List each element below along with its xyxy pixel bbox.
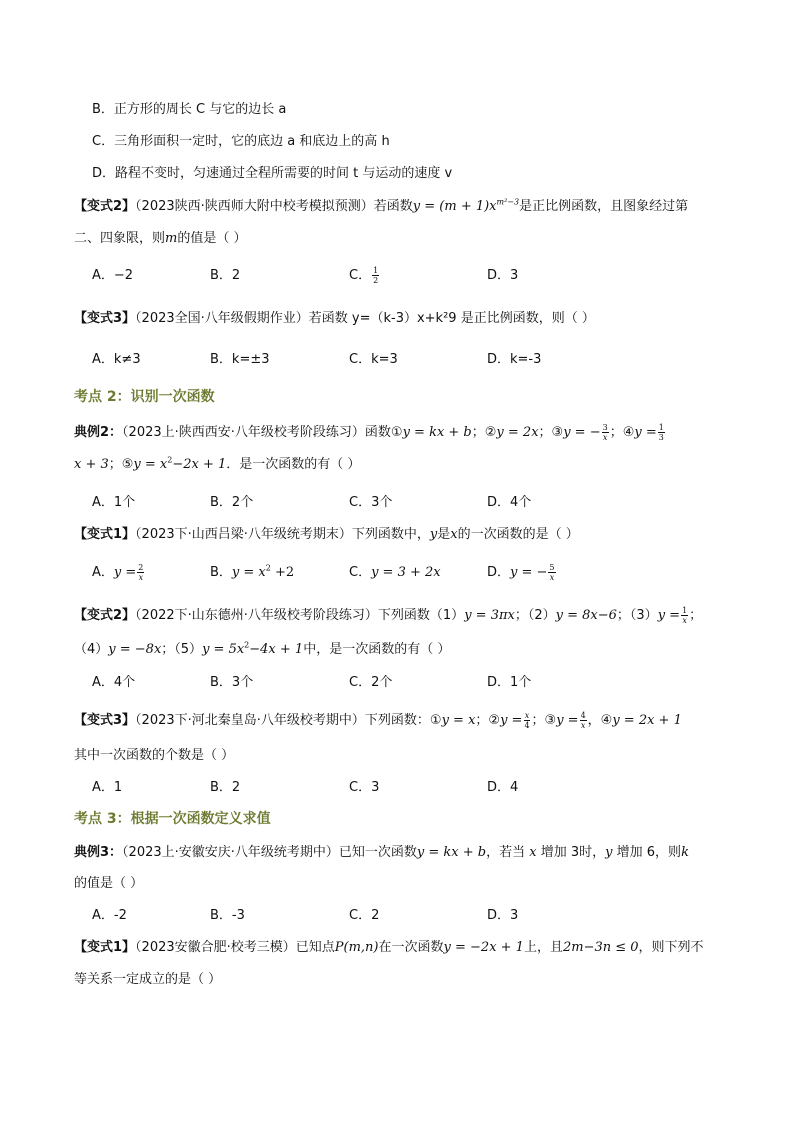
variant-2-question-line2: （4）y = −8x；$(5)y = 5x^2-4x + 1$中，是一次函数的有（ ） [74, 640, 451, 657]
answer-option-a: A．1 [92, 780, 123, 795]
variant-tag: 【变式2】 [74, 608, 136, 623]
variant-2-question: 【变式2】（2023陕西·陕西师大附中校考模拟预测）若函数$y = (m + 1)x^{m^2-3}$是正比例函数，且图象经过第 [74, 197, 689, 214]
question-source: （2023全国·八年级假期作业） [135, 311, 309, 326]
answer-option-b: B．k=±3 [210, 352, 270, 367]
variant-2-question-line2: 二、四象限，则m的值是（ ） [74, 231, 247, 246]
answer-option-c: C．3 [349, 780, 380, 795]
fraction: $\frac{5}{x}$ [549, 563, 555, 582]
option-c: C．三角形面积一定时，它的底边 a 和底边上的高 h [92, 134, 390, 149]
variant-tag: 【变式2】 [74, 199, 136, 214]
formula-exponent: m²−3 [496, 197, 520, 207]
answer-option-b: B．2个 [210, 495, 254, 510]
answer-option-c: C．3个 [349, 495, 393, 510]
answer-option-b: B．2 [210, 780, 241, 795]
section-heading: 考点 2：识别一次函数 [74, 389, 215, 405]
formula: y = (m + 1)x [412, 199, 497, 214]
answer-option-d: D．1个 [487, 675, 532, 690]
answer-option-c: C．2 [349, 908, 380, 923]
variant-1-question-line2: 等关系一定成立的是（ ） [74, 972, 222, 987]
answer-option-a: A．1个 [92, 495, 136, 510]
fraction: $\frac{1}{2}$ [373, 266, 379, 285]
answer-option-b: B．-3 [210, 908, 245, 923]
answer-option-d: D．k=-3 [487, 352, 542, 367]
answer-option-c: C．2个 [349, 675, 393, 690]
variant-tag: 【变式3】 [74, 713, 136, 728]
fraction: $\frac{3}{x}$ [602, 423, 608, 442]
answer-option-b: B．3个 [210, 675, 254, 690]
answer-option-c: C．k=3 [349, 352, 398, 367]
variant-tag: 【变式1】 [74, 527, 136, 542]
answer-option-c: C． $\frac{1}{2}$ [349, 266, 379, 285]
answer-option-d: D．y = − $\frac{5}{x}$ [487, 563, 555, 582]
fraction: $\frac{1}{x}$ [682, 606, 688, 625]
question-source: （2023陕西·陕西师大附中校考模拟预测） [135, 199, 374, 214]
example-3-question: 典例3：（2023上·安徽安庆·八年级统考期中）已知一次函数y = kx + b，若当 x 增加 3时，y 增加 6，则k [74, 845, 689, 860]
example-tag: 典例2： [74, 425, 123, 440]
option-d: D．路程不变时，匀速通过全程所需要的时间 t 与运动的速度 v [92, 166, 453, 181]
example-3-question-line2: 的值是（ ） [74, 876, 144, 891]
variant-3-question-line2: 其中一次函数的个数是（ ） [74, 748, 235, 763]
fraction: $\frac{1}{3}$ [658, 423, 664, 442]
answer-option-d: D．3 [487, 268, 519, 283]
variant-2-question: 【变式2】（2022下·山东德州·八年级校考阶段练习）下列函数（1）y = 3πx；（2）y = 8x−6；（3）y = $\frac{1}{x}$ ； [74, 606, 703, 625]
variant-3-question: 【变式3】（2023全国·八年级假期作业）若函数 y=（k-3）x+k²9 是正比例函数，则（ ） [74, 311, 595, 326]
fraction: $\frac{x}{4}$ [524, 711, 530, 730]
question-source: （2023下·山西吕梁·八年级统考期末） [135, 527, 352, 542]
answer-option-b: B．$y = x^2 +2$ [210, 563, 295, 580]
fraction: $\frac{4}{x}$ [580, 711, 586, 730]
variant-1-question: 【变式1】（2023下·山西吕梁·八年级统考期末）下列函数中，y是x的一次函数的是（ ） [74, 527, 579, 542]
answer-option-a: A．k≠3 [92, 352, 141, 367]
variant-tag: 【变式3】 [74, 311, 136, 326]
question-source: （2023下·河北秦皇岛·八年级校考期中） [135, 713, 365, 728]
answer-option-a: A．y = $\frac{2}{x}$ [92, 563, 144, 582]
answer-option-d: D．4个 [487, 495, 532, 510]
answer-option-c: C．y = 3 + 2x [349, 565, 441, 580]
option-b: B．正方形的周长 C 与它的边长 a [92, 102, 287, 117]
variant-tag: 【变式1】 [74, 940, 136, 955]
answer-option-a: A．−2 [92, 268, 134, 283]
answer-option-d: D．3 [487, 908, 519, 923]
question-source: （2023安徽合肥·校考三模） [135, 940, 296, 955]
question-source: （2022下·山东德州·八年级校考阶段练习） [135, 608, 378, 623]
example-tag: 典例3： [74, 845, 123, 860]
example-2-question-line2: x + 3；⑤y = $x^2-2x + 1$．是一次函数的有（ ） [74, 455, 361, 472]
variant-1-question: 【变式1】（2023安徽合肥·校考三模）已知点P(m,n)在一次函数y = −2x + 1上，且2m−3n ≤ 0，则下列不 [74, 940, 704, 955]
example-2-question: 典例2：（2023上·陕西西安·八年级校考阶段练习）函数①y = kx + b；②y = 2x；③y = − $\frac{3}{x}$ ；④y = $\frac{1}{3}$ [74, 423, 664, 442]
question-source: （2023上·陕西西安·八年级校考阶段练习） [122, 425, 365, 440]
answer-option-a: A．4个 [92, 675, 136, 690]
section-heading: 考点 3：根据一次函数定义求值 [74, 811, 271, 827]
variant-3-question: 【变式3】（2023下·河北秦皇岛·八年级校考期中）下列函数：①y = x；②y = $\frac{x}{4}$ ；③y = $\frac{4}{x}$ ，④y = 2x + 1 [74, 711, 682, 730]
answer-option-b: B．2 [210, 268, 241, 283]
fraction: $\frac{2}{x}$ [138, 563, 144, 582]
question-source: （2023上·安徽安庆·八年级统考期中） [122, 845, 339, 860]
answer-option-a: A．-2 [92, 908, 127, 923]
answer-option-d: D．4 [487, 780, 519, 795]
